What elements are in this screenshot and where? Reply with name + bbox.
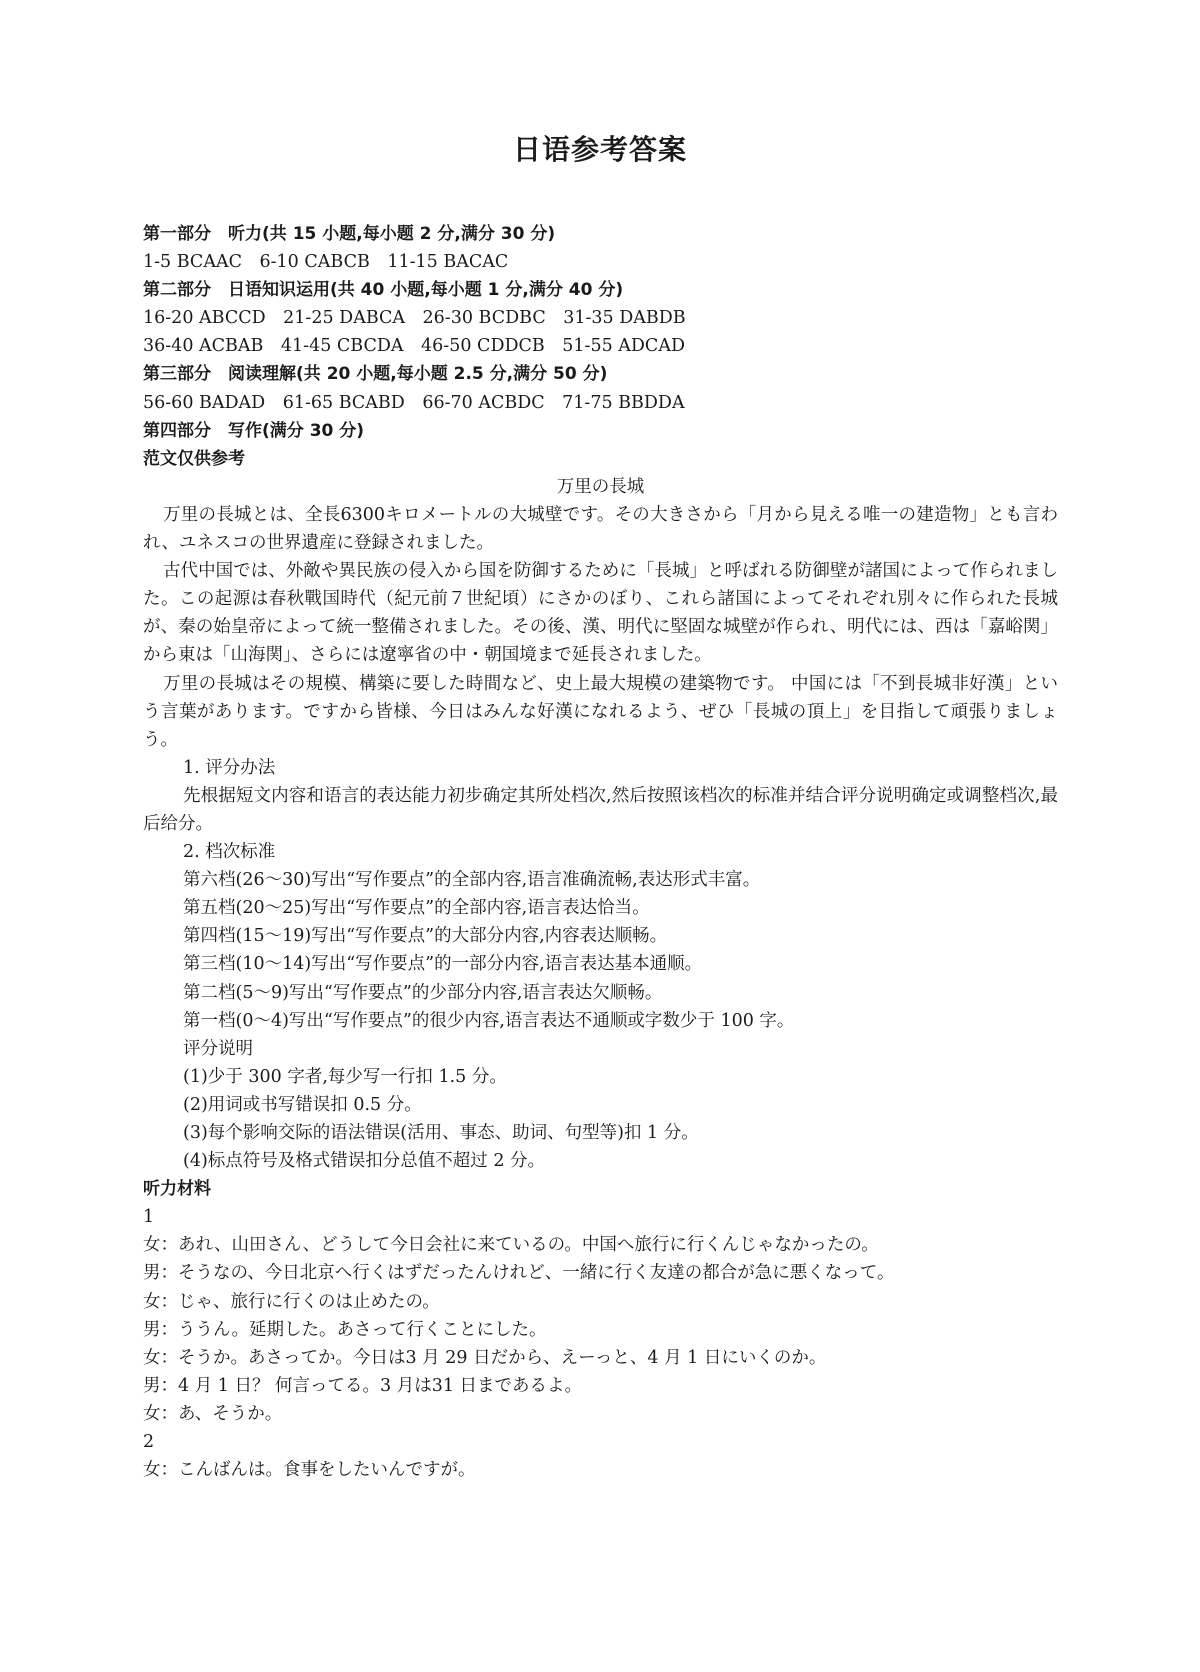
scoring-notes-label: 评分说明: [183, 1038, 253, 1059]
scoring-method-text: 先根据短文内容和语言的表达能力初步确定其所处档次,然后按照该档次的标准并结合评分说明确定或调整档次,最后给分。: [143, 785, 1058, 834]
essay-paragraph-2: 古代中国では、外敵や異民族の侵入から国を防御するために「長城」と呼ばれる防御壁が諸国によって作られました。この起源は春秋戰国時代（紀元前７世紀頃）にさかのぼり、これら諸国によってそれぞれ別々に作られた長城が、秦の始皇帝によって統一整備されました。その後、漢、明代に堅固な城壁が作られ、明代には、西は「嘉峪関」から東は「山海関」、さらには遼寧省の中・朝国境まで延長されました。: [143, 561, 1058, 666]
part2-heading: 第二部分 日语知识运用(共 40 小题,每小题 1 分,满分 40 分): [143, 280, 624, 301]
dialog-line: 女：こんばんは。食事をしたいんですが。: [143, 1460, 476, 1481]
document-body: [143, 220, 1058, 1484]
scoring-note: (1)少于 300 字者,每少写一行扣 1.5 分。: [183, 1066, 507, 1087]
dialog-line: 男：そうなの、今日北京へ行くはずだったんけれど、一緒に行く友達の都合が急に悪くなって。: [143, 1263, 895, 1284]
dialog-line: 男：ううん。延期した。あさって行くことにした。: [143, 1319, 547, 1340]
scoring-method-label: 1. 评分办法: [183, 757, 276, 778]
scoring-note: (2)用词或书写错误扣 0.5 分。: [183, 1094, 422, 1115]
essay-title: 万里の長城: [556, 476, 645, 497]
part3-answers: 56-60 BADAD 61-65 BCABD 66-70 ACBDC 71-75 BBDDA: [143, 392, 685, 413]
part3-heading: 第三部分 阅读理解(共 20 小题,每小题 2.5 分,满分 50 分): [143, 364, 608, 385]
grade-item: 第四档(15～19)写出“写作要点”的大部分内容,内容表达顺畅。: [183, 926, 668, 947]
dialog-line: 女：あれ、山田さん、どうして今日会社に来ているの。中国へ旅行に行くんじゃなかったの。: [143, 1235, 879, 1256]
grade-item: 第一档(0～4)写出“写作要点”的很少内容,语言表达不通顺或字数少于 100 字。: [183, 1010, 795, 1031]
part2-answers-line1: 16-20 ABCCD 21-25 DABCA 26-30 BCDBC 31-35 DABDB: [143, 308, 686, 329]
part4-heading: 第四部分 写作(满分 30 分): [143, 420, 365, 441]
essay-paragraph-3: 万里の長城はその規模、構築に要した時間など、史上最大規模の建築物です。 中国には「不到長城非好漢」という言葉があります。ですから皆様、今日はみんな好漢になれるよう、ぜひ「長城の頂上」を目指して頑張りましょう。: [143, 673, 1058, 750]
part2-answers-line2: 36-40 ACBAB 41-45 CBCDA 46-50 CDDCB 51-55 ADCAD: [143, 336, 685, 357]
essay-paragraph-1: 万里の長城とは、全長6300キロメートルの大城壁です。その大きさから「月から見える唯一の建造物」とも言われ、ユネスコの世界遺産に登録されました。: [143, 504, 1058, 554]
dialog-line: 女：じゃ、旅行に行くのは止めたの。: [143, 1291, 440, 1312]
dialog-line: 男：4 月 1 日？ 何言ってる。3 月は31 日まであるよ。: [143, 1375, 583, 1396]
grade-item: 第五档(20～25)写出“写作要点”的全部内容,语言表达恰当。: [183, 898, 650, 919]
sample-essay-label: 范文仅供参考: [143, 448, 245, 469]
grade-item: 第三档(10～14)写出“写作要点”的一部分内容,语言表达基本通顺。: [183, 954, 703, 975]
dialog-line: 女：そうか。あさってか。今日は3 月 29 日だから、えーっと、4 月 1 日にいくのか。: [143, 1347, 827, 1368]
part1-heading: 第一部分 听力(共 15 小题,每小题 2 分,满分 30 分): [143, 224, 556, 244]
listening-heading: 听力材料: [143, 1179, 211, 1200]
grade-item: 第二档(5～9)写出“写作要点”的少部分内容,语言表达欠顺畅。: [183, 982, 663, 1003]
scoring-note: (3)每个影响交际的语法错误(活用、事态、助词、句型等)扣 1 分。: [183, 1123, 699, 1143]
scoring-note: (4)标点符号及格式错误扣分总值不超过 2 分。: [183, 1151, 546, 1172]
part1-answers: 1-5 BCAAC 6-10 CABCB 11-15 BACAC: [143, 252, 509, 273]
page-title: 日语参考答案: [512, 133, 687, 166]
grade-item: 第六档(26～30)写出“写作要点”的全部内容,语言准确流畅,表达形式丰富。: [183, 870, 761, 891]
dialog-line: 女：あ、そうか。: [143, 1403, 283, 1424]
grade-standard-label: 2. 档次标准: [183, 842, 276, 863]
dialog-number: 2: [143, 1432, 155, 1453]
dialog-number: 1: [143, 1207, 155, 1228]
